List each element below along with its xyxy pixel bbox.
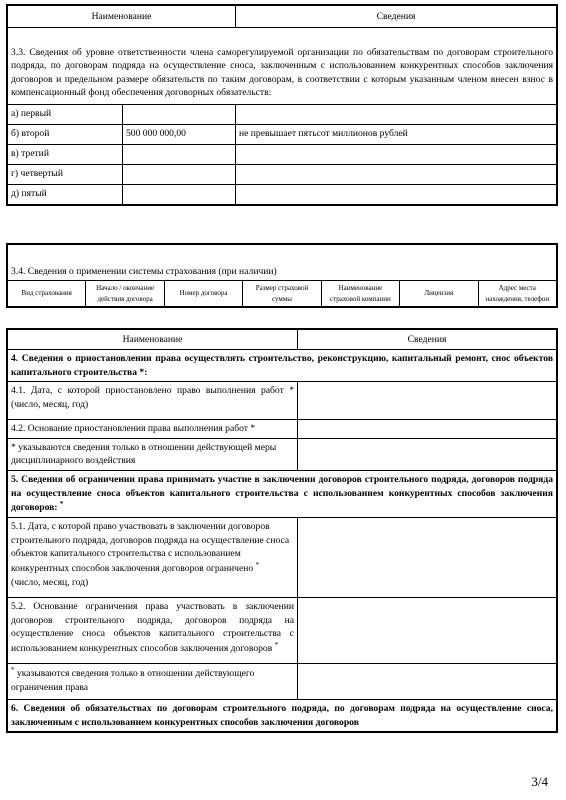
liability-table bbox=[6, 4, 558, 206]
level-text: не превышает пятьсот миллионов рублей bbox=[236, 124, 557, 144]
level-amount: 500 000 000,00 bbox=[123, 124, 236, 144]
section-3-4: 3.4. Сведения о применении системы страхования (при наличии) bbox=[8, 263, 557, 281]
section-5-2 bbox=[8, 598, 298, 664]
section-6: 6. Сведения об обязательствах по договорам строительного подряда, по договорам подряда на осуществление сноса, заключенным с использованием конкурентных способов заключения договоров bbox=[8, 700, 557, 732]
level-label: д) пятый bbox=[8, 184, 123, 204]
col-insurance-type: Вид страхования bbox=[8, 281, 86, 307]
section-5-1-text: 5.1. Дата, с которой право участвовать в заключении договоров строительного подряда, договоров подряда на осуществление сноса объектов капитального строительства с использованием конкурентных способов заключения договоров ограничено bbox=[11, 521, 290, 575]
section-5 bbox=[8, 471, 557, 518]
section-5-note-text: указываются сведения только в отношении действующего ограничения права bbox=[11, 668, 255, 693]
section-5-2-star: * bbox=[274, 640, 279, 649]
level-text bbox=[236, 144, 557, 164]
level-label: в) третий bbox=[8, 144, 123, 164]
level-amount bbox=[123, 144, 236, 164]
section-5-note bbox=[8, 664, 298, 700]
level-amount bbox=[123, 164, 236, 184]
section-3-3: 3.3. Сведения об уровне ответственности члена саморегулируемой организации по обязательствам по договорам строительного подряда, по договорам подряда на осуществление сноса, заключенным с использованием конкурентных способов заключения договоров и предельном размере обязательств по таким договорам, в соответствии с которым указанным членом внесен взнос в компенсационный фонд обеспечения договорных обязательств: bbox=[8, 44, 557, 105]
col-address: Адрес места нахождения, телефон bbox=[478, 281, 556, 307]
restrictions-table bbox=[6, 328, 558, 733]
col-insurer-name: Наименование страховой компании bbox=[321, 281, 399, 307]
level-amount bbox=[123, 104, 236, 124]
section-4: 4. Сведения о приостановлении права осуществлять строительство, реконструкцию, капитальный ремонт, снос объектов капитального строительства *: bbox=[8, 350, 557, 382]
section-5-2-text: 5.2. Основание ограничения права участвовать в заключении договоров строительного подряда, договоров подряда на осуществление сноса объектов капитального строительства с использованием конкурентных способов заключения договоров bbox=[11, 601, 294, 655]
level-label: а) первый bbox=[8, 104, 123, 124]
section-5-text: 5. Сведения об ограничении права принимать участие в заключении договоров строительного подряда, договоров подряда на осуществление сноса объектов капитального строительства с использованием конкурентных способов заключения договоров: bbox=[11, 474, 553, 514]
level-text bbox=[236, 184, 557, 204]
page-number: 3/4 bbox=[531, 774, 548, 789]
level-label: б) второй bbox=[8, 124, 123, 144]
level-text bbox=[236, 104, 557, 124]
section-4-2: 4.2. Основание приостановления права выполнения работ * bbox=[8, 420, 298, 439]
level-label: г) четвертый bbox=[8, 164, 123, 184]
section-5-1-tail: (число, месяц, год) bbox=[11, 576, 89, 588]
col-license: Лицензия bbox=[400, 281, 478, 307]
col-contract-number: Номер договора bbox=[164, 281, 242, 307]
header-info: Сведения bbox=[236, 6, 557, 28]
section-4-1: 4.1. Дата, с которой приостановлено право выполнения работ * (число, месяц, год) bbox=[8, 382, 298, 420]
level-amount bbox=[123, 184, 236, 204]
col-contract-period: Начало / окончание действия договора bbox=[86, 281, 164, 307]
section-5-1 bbox=[8, 518, 298, 598]
level-text bbox=[236, 164, 557, 184]
section-4-note: * указываются сведения только в отношении действующей меры дисциплинарного воздействия bbox=[8, 438, 298, 470]
section-5-1-star: * bbox=[255, 560, 260, 569]
section-5-note-star: * bbox=[11, 666, 15, 675]
insurance-table bbox=[6, 243, 558, 308]
header-info: Сведения bbox=[298, 330, 557, 350]
header-name: Наименование bbox=[8, 6, 236, 28]
section-5-star: * bbox=[59, 500, 64, 509]
col-insured-sum: Размер страховой суммы bbox=[243, 281, 321, 307]
header-name: Наименование bbox=[8, 330, 298, 350]
